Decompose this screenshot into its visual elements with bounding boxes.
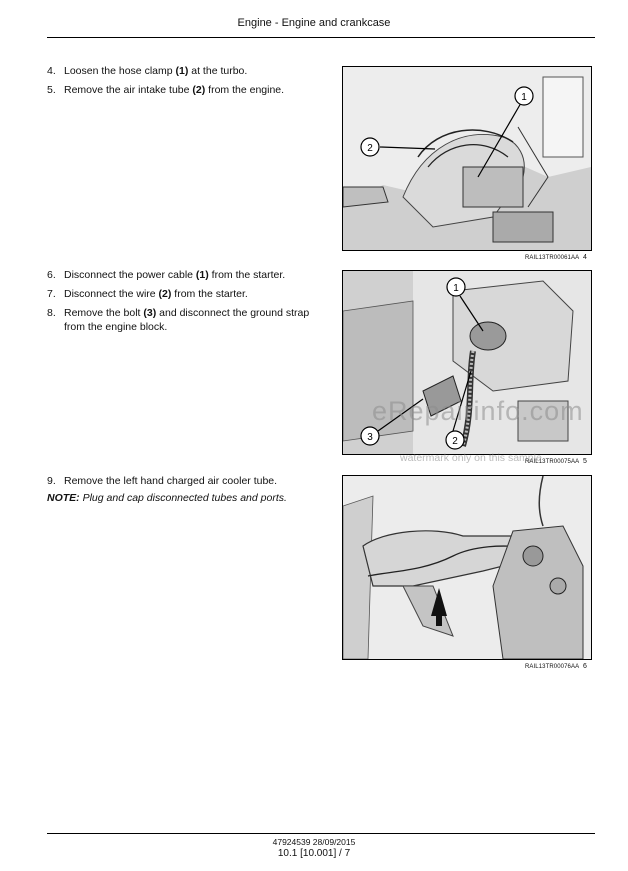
step-item — [47, 306, 337, 336]
note — [47, 492, 337, 504]
page-header-title: Engine - Engine and crankcase — [237, 17, 391, 29]
step-text — [64, 306, 309, 320]
step-text-line2: from the engine block. — [64, 321, 168, 333]
note-label: NOTE: — [47, 492, 80, 504]
note-text: Plug and cap disconnected tubes and ports. — [79, 492, 287, 504]
figure-4-illustration — [343, 67, 591, 250]
steps-group-a — [47, 64, 337, 94]
step-text-main: Disconnect the power cable — [64, 269, 196, 281]
callout-1-label: 1 — [521, 92, 527, 103]
step-text-main: Disconnect the wire — [64, 288, 159, 300]
step-text — [64, 287, 248, 301]
watermark-subtext: watermark only on this sample — [400, 452, 542, 464]
step-text-tail: and disconnect the ground strap — [156, 307, 310, 319]
step-number: 7. — [47, 288, 56, 300]
step-number: 9. — [47, 475, 56, 487]
figure-6-number: 6 — [583, 663, 587, 670]
step-text-tail: from the engine. — [205, 84, 285, 96]
step-text: Remove the left hand charged air cooler tube. — [64, 475, 278, 487]
step-ref: (1) — [195, 269, 209, 281]
step-number: 4. — [47, 65, 56, 77]
callout-2-label: 2 — [367, 143, 373, 154]
step-number: 6. — [47, 269, 56, 281]
figure-6-illustration — [343, 476, 591, 659]
step-ref: (2) — [158, 288, 172, 300]
header-rule — [47, 37, 595, 38]
step-ref: (1) — [175, 65, 189, 77]
footer-page-number: 10.1 [10.001] / 7 — [277, 848, 351, 859]
step-ref: (2) — [192, 84, 206, 96]
step-text-main: Remove the air intake tube — [64, 84, 193, 96]
figure-6-image — [342, 475, 592, 660]
step-ref: (3) — [143, 307, 157, 319]
callout-3-label: 3 — [367, 432, 373, 443]
figure-4-number: 4 — [583, 254, 587, 261]
step-text-tail: from the starter. — [208, 269, 286, 281]
step-item — [47, 287, 337, 301]
step-text — [64, 268, 285, 282]
step-number: 5. — [47, 84, 56, 96]
figure-4-image — [342, 66, 592, 251]
callout-1-label: 1 — [453, 283, 459, 294]
step-item — [47, 64, 337, 78]
step-text-tail: at the turbo. — [188, 65, 248, 77]
figure-6-caption: RAIL13TR00076AA — [525, 664, 580, 670]
step-item — [47, 83, 337, 97]
footer-rule — [47, 833, 595, 834]
steps-group-c — [47, 474, 337, 488]
figure-5-image — [342, 270, 592, 455]
figure-4-caption: RAIL13TR00061AA — [525, 255, 580, 261]
figure-5-number: 5 — [583, 458, 587, 465]
step-text-main: Remove the bolt — [64, 307, 144, 319]
watermark-text: eRepairinfo.com — [372, 396, 584, 426]
step-text — [64, 64, 247, 78]
step-item — [47, 268, 337, 282]
steps-group-b — [47, 268, 337, 338]
step-text-main: Loosen the hose clamp — [64, 65, 176, 77]
callout-2-label: 2 — [452, 436, 458, 447]
figure-5-caption: RAIL13TR00075AA — [525, 459, 580, 465]
footer-doc-id: 47924539 28/09/2015 — [272, 837, 356, 847]
step-text-tail: from the starter. — [171, 288, 248, 300]
step-text — [64, 83, 284, 97]
step-number: 8. — [47, 307, 56, 319]
